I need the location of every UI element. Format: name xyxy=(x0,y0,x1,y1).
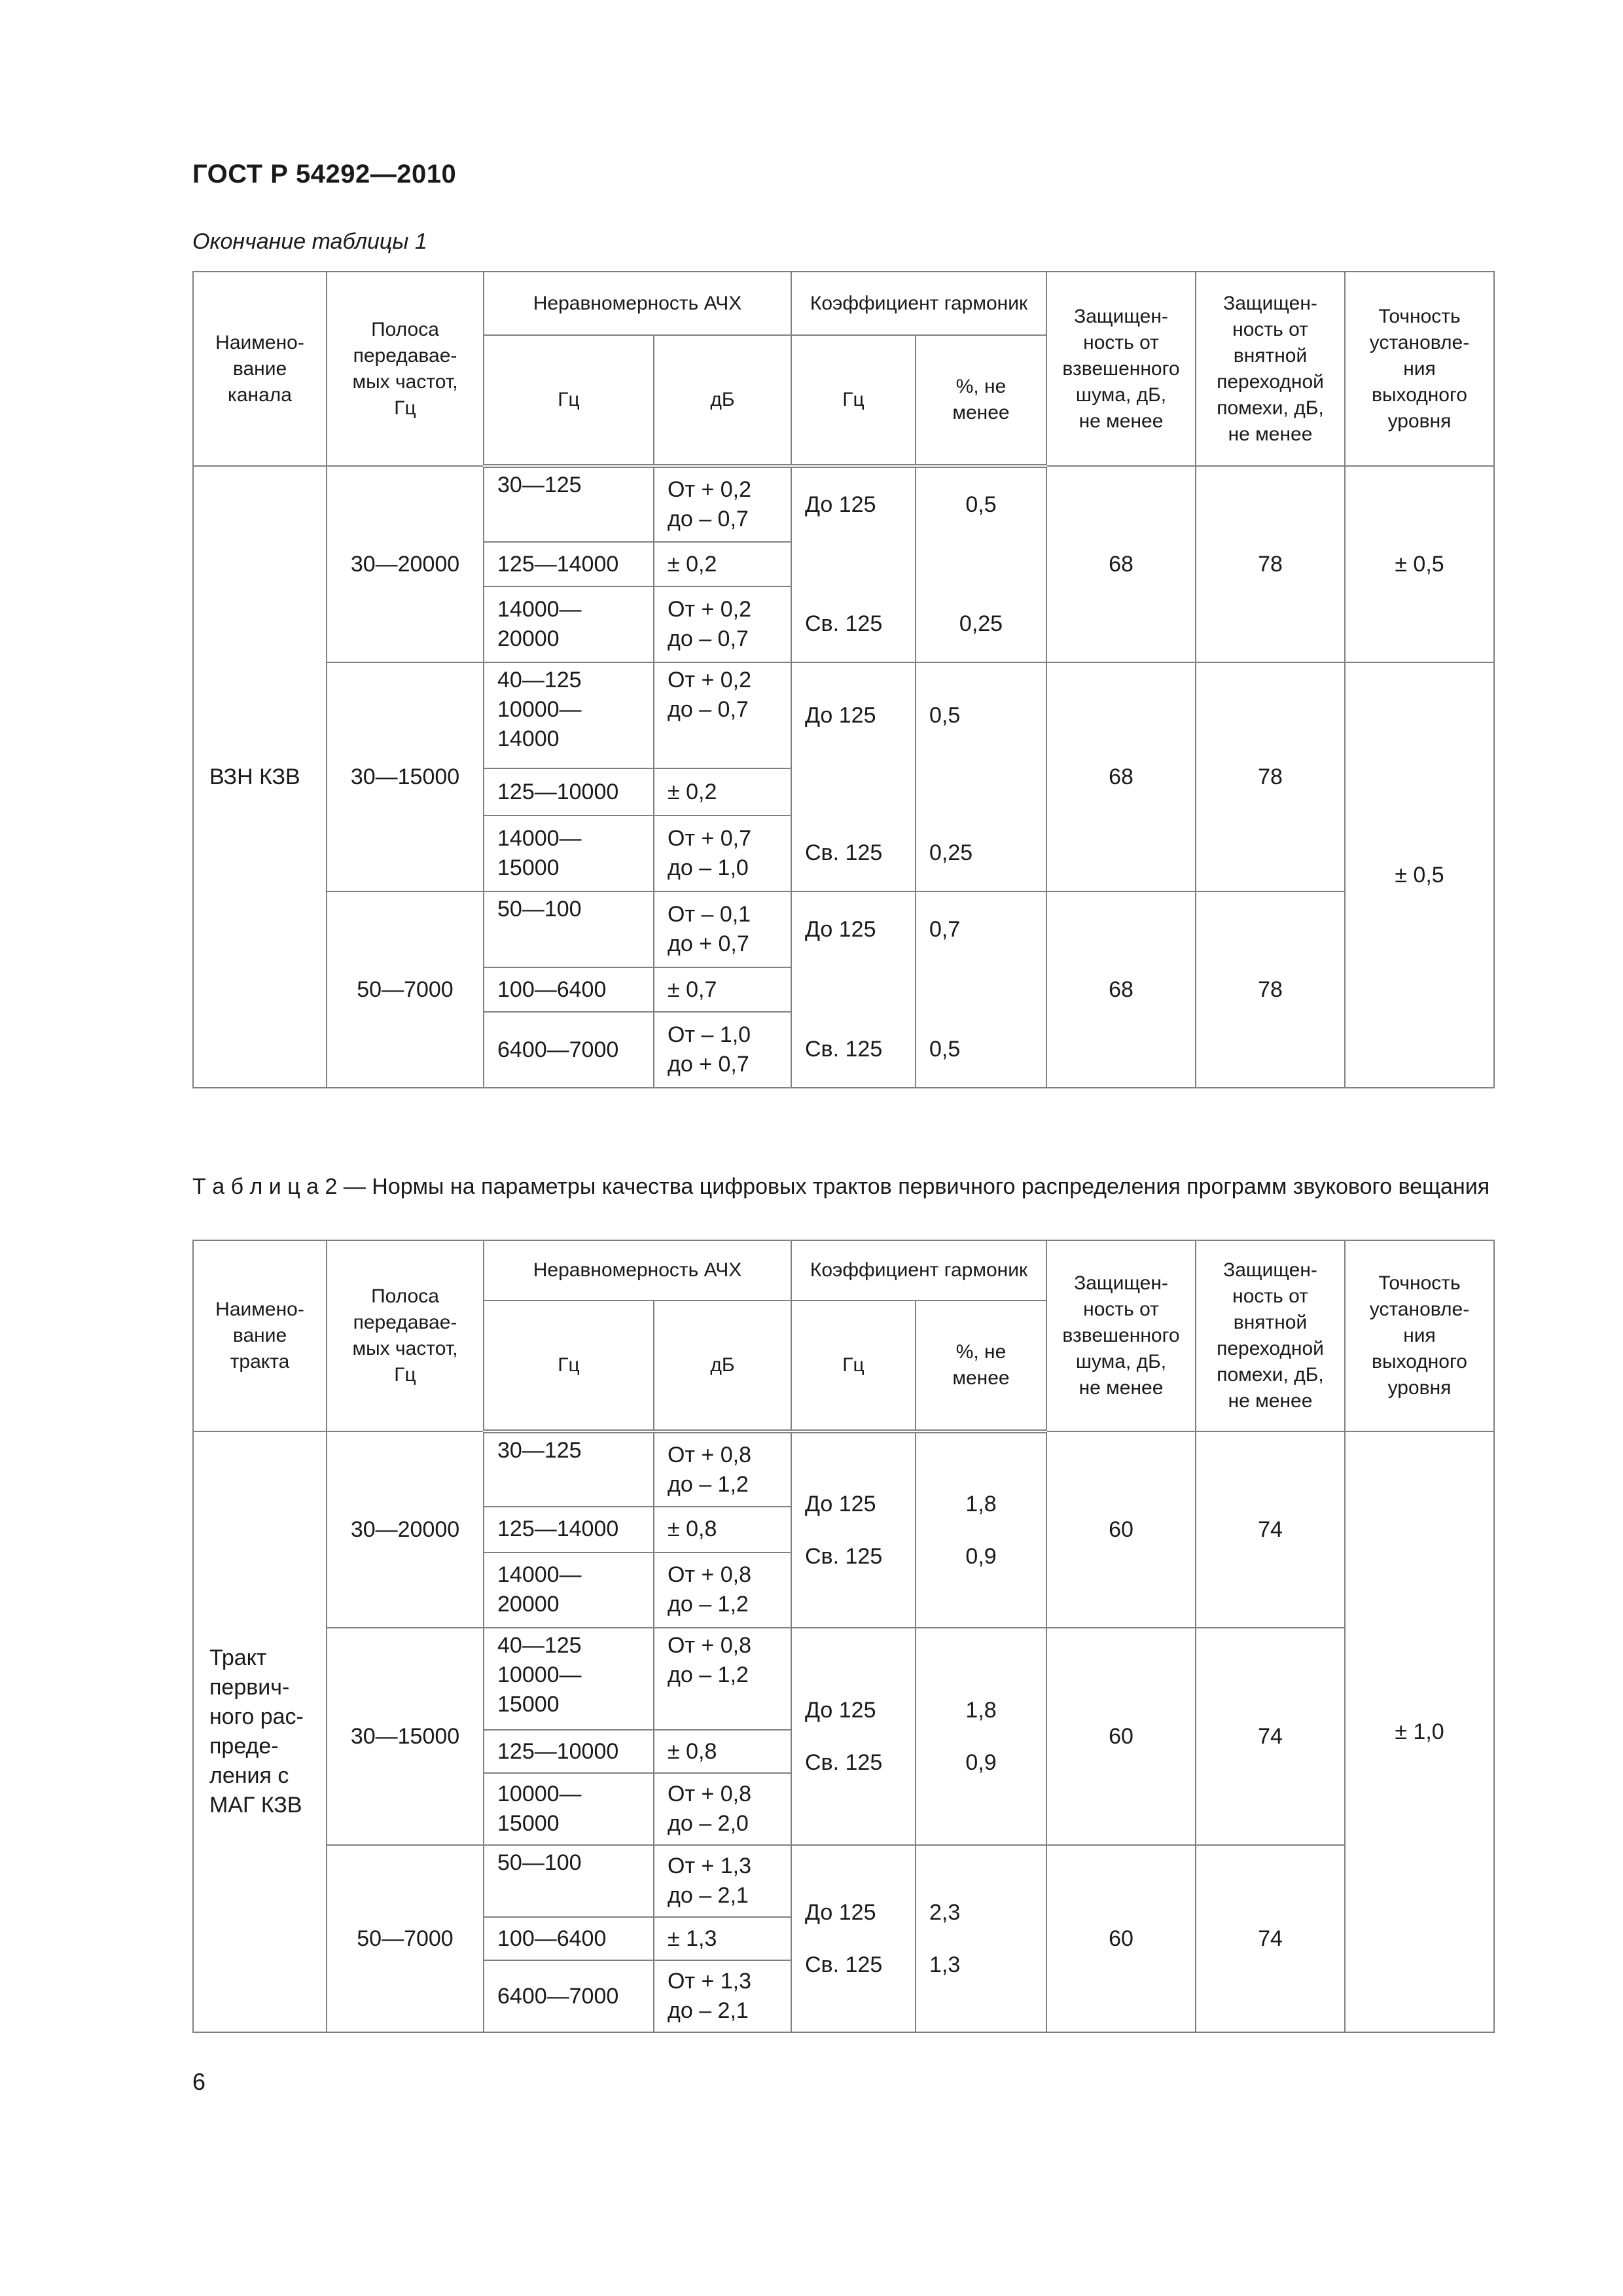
channel-name: Тракт первич- ного рас- преде- ления с МАГ КЗВ xyxy=(193,1431,327,2032)
harm-pct-cell: 0,25 xyxy=(916,816,1046,891)
ripple-hz-cell: 125—14000 xyxy=(484,1507,654,1552)
table2 xyxy=(192,1240,1495,2033)
harm-hz-value: До 125 xyxy=(805,1899,876,1925)
header-ripple: Неравномерность АЧХ xyxy=(484,1240,791,1300)
ripple-db-cell: От + 0,8 до – 1,2 xyxy=(654,1431,791,1507)
ripple-db-cell: От – 0,1 до + 0,7 xyxy=(654,891,791,967)
ripple-db-cell: ± 0,8 xyxy=(654,1730,791,1773)
document-id: ГОСТ Р 54292—2010 xyxy=(192,160,457,188)
header-ripple-db: дБ xyxy=(654,335,791,466)
page-number: 6 xyxy=(192,2068,206,2095)
harm-hz-cell: Св. 125 xyxy=(791,816,916,891)
ripple-db-cell: От + 0,2 до – 0,7 xyxy=(654,662,791,768)
header-harm-pct: %, не менее xyxy=(916,1300,1046,1431)
harm-hz-cell: Св. 125 xyxy=(791,1012,916,1088)
accuracy-cell: ± 1,0 xyxy=(1345,1431,1494,2032)
noise-cell: 68 xyxy=(1046,466,1196,662)
header-crosstalk: Защищен- ность от внятной переходной помехи, дБ, не менее xyxy=(1196,272,1345,466)
table2-caption: Т а б л и ц а 2 — Нормы на параметры качества цифровых трактов первичного распределения программ звукового вещания xyxy=(192,1174,1490,1199)
header-band: Полоса передавае- мых частот, Гц xyxy=(327,272,484,466)
header-band: Полоса передавае- мых частот, Гц xyxy=(327,1240,484,1431)
ripple-hz-cell: 14000— 20000 xyxy=(484,586,654,662)
harm-hz-cell xyxy=(791,1431,916,1628)
crosstalk-cell: 74 xyxy=(1196,1845,1345,2032)
header-noise: Защищен- ность от взвешенного шума, дБ, не менее xyxy=(1046,1240,1196,1431)
ripple-db-cell: ± 0,8 xyxy=(654,1507,791,1552)
band-cell: 30—20000 xyxy=(327,466,484,662)
harm-pct-value: 1,8 xyxy=(965,1697,997,1723)
channel-name: ВЗН КЗВ xyxy=(193,466,327,1088)
header-accuracy: Точность установле- ния выходного уровня xyxy=(1345,1240,1494,1431)
ripple-db-cell: От + 1,3 до – 2,1 xyxy=(654,1845,791,1917)
noise-cell: 68 xyxy=(1046,662,1196,891)
harm-pct-value: 1,8 xyxy=(965,1491,997,1516)
harm-hz-cell: До 125 xyxy=(791,891,916,967)
header-ripple: Неравномерность АЧХ xyxy=(484,272,791,335)
harm-pct-value: 1,3 xyxy=(929,1952,961,1977)
header-crosstalk: Защищен- ность от внятной переходной помехи, дБ, не менее xyxy=(1196,1240,1345,1431)
harm-pct-cell: 0,5 xyxy=(916,1012,1046,1088)
band-cell: 30—15000 xyxy=(327,1628,484,1845)
harm-pct-cell xyxy=(916,1628,1046,1845)
ripple-db-cell: От + 0,2 до – 0,7 xyxy=(654,586,791,662)
ripple-hz-cell: 10000— 15000 xyxy=(484,1773,654,1845)
harm-pct-value: 0,9 xyxy=(965,1749,997,1775)
harm-pct-value: 2,3 xyxy=(929,1899,961,1925)
harm-hz-value: Св. 125 xyxy=(805,1952,883,1977)
header-harm-pct: %, не менее xyxy=(916,335,1046,466)
ripple-hz-cell: 125—14000 xyxy=(484,542,654,586)
harm-hz-value: До 125 xyxy=(805,1491,876,1516)
ripple-hz-cell: 40—125 10000— 14000 xyxy=(484,662,654,768)
header-noise: Защищен- ность от взвешенного шума, дБ, не менее xyxy=(1046,272,1196,466)
band-cell: 50—7000 xyxy=(327,1845,484,2032)
ripple-hz-cell: 14000— 15000 xyxy=(484,816,654,891)
band-cell: 50—7000 xyxy=(327,891,484,1088)
header-harm-hz: Гц xyxy=(791,335,916,466)
ripple-db-cell: От + 1,3 до – 2,1 xyxy=(654,1960,791,2032)
noise-cell: 60 xyxy=(1046,1845,1196,2032)
harm-hz-cell: До 125 xyxy=(791,466,916,542)
crosstalk-cell: 74 xyxy=(1196,1431,1345,1628)
band-cell: 30—15000 xyxy=(327,662,484,891)
header-ripple-db: дБ xyxy=(654,1300,791,1431)
ripple-hz-cell: 14000— 20000 xyxy=(484,1552,654,1628)
ripple-db-cell: От + 0,7 до – 1,0 xyxy=(654,816,791,891)
ripple-hz-cell: 40—125 10000— 15000 xyxy=(484,1628,654,1730)
accuracy-cell: ± 0,5 xyxy=(1345,466,1494,662)
crosstalk-cell: 78 xyxy=(1196,466,1345,662)
harm-pct-cell: 0,7 xyxy=(916,891,1046,967)
header-harm-hz: Гц xyxy=(791,1300,916,1431)
noise-cell: 60 xyxy=(1046,1431,1196,1628)
ripple-hz-cell: 30—125 xyxy=(484,1431,654,1507)
harm-pct-value: 0,9 xyxy=(965,1543,997,1569)
header-accuracy: Точность установле- ния выходного уровня xyxy=(1345,272,1494,466)
header-harmonic: Коэффициент гармоник xyxy=(791,1240,1046,1300)
band-cell: 30—20000 xyxy=(327,1431,484,1628)
harm-pct-cell: 0,5 xyxy=(916,662,1046,768)
harm-hz-value: До 125 xyxy=(805,1697,876,1723)
table1-continuation-label: Окончание таблицы 1 xyxy=(192,229,427,254)
ripple-db-cell: От + 0,2 до – 0,7 xyxy=(654,466,791,542)
harm-hz-spacer xyxy=(791,967,916,1012)
harm-pct-cell xyxy=(916,1431,1046,1628)
ripple-hz-cell: 125—10000 xyxy=(484,1730,654,1773)
table1 xyxy=(192,271,1495,1088)
ripple-hz-cell: 100—6400 xyxy=(484,967,654,1012)
header-harmonic: Коэффициент гармоник xyxy=(791,272,1046,335)
ripple-db-cell: От – 1,0 до + 0,7 xyxy=(654,1012,791,1088)
harm-hz-spacer xyxy=(791,542,916,586)
harm-pct-spacer xyxy=(916,768,1046,816)
ripple-hz-cell: 50—100 xyxy=(484,891,654,967)
ripple-hz-cell: 125—10000 xyxy=(484,768,654,816)
ripple-db-cell: ± 0,2 xyxy=(654,542,791,586)
harm-pct-spacer xyxy=(916,542,1046,586)
ripple-db-cell: ± 0,7 xyxy=(654,967,791,1012)
ripple-db-cell: ± 0,2 xyxy=(654,768,791,816)
header-ripple-hz: Гц xyxy=(484,335,654,466)
ripple-hz-cell: 50—100 xyxy=(484,1845,654,1917)
noise-cell: 60 xyxy=(1046,1628,1196,1845)
ripple-db-cell: От + 0,8 до – 2,0 xyxy=(654,1773,791,1845)
harm-hz-cell: До 125 xyxy=(791,662,916,768)
ripple-hz-cell: 30—125 xyxy=(484,466,654,542)
harm-hz-cell: Св. 125 xyxy=(791,586,916,662)
harm-hz-value: Св. 125 xyxy=(805,1749,883,1775)
harm-pct-cell xyxy=(916,1845,1046,2032)
harm-hz-cell xyxy=(791,1845,916,2032)
ripple-hz-cell: 6400—7000 xyxy=(484,1960,654,2032)
noise-cell: 68 xyxy=(1046,891,1196,1088)
ripple-hz-cell: 6400—7000 xyxy=(484,1012,654,1088)
accuracy-cell: ± 0,5 xyxy=(1345,662,1494,1088)
harm-pct-cell: 0,25 xyxy=(916,586,1046,662)
ripple-db-cell: От + 0,8 до – 1,2 xyxy=(654,1552,791,1628)
header-ripple-hz: Гц xyxy=(484,1300,654,1431)
harm-hz-cell xyxy=(791,1628,916,1845)
harm-pct-cell: 0,5 xyxy=(916,466,1046,542)
crosstalk-cell: 78 xyxy=(1196,891,1345,1088)
ripple-db-cell: ± 1,3 xyxy=(654,1917,791,1960)
ripple-db-cell: От + 0,8 до – 1,2 xyxy=(654,1628,791,1730)
harm-pct-spacer xyxy=(916,967,1046,1012)
harm-hz-value: Св. 125 xyxy=(805,1543,883,1569)
harm-hz-spacer xyxy=(791,768,916,816)
ripple-hz-cell: 100—6400 xyxy=(484,1917,654,1960)
crosstalk-cell: 74 xyxy=(1196,1628,1345,1845)
crosstalk-cell: 78 xyxy=(1196,662,1345,891)
header-channel-name: Наимено- вание тракта xyxy=(193,1240,327,1431)
header-channel-name: Наимено- вание канала xyxy=(193,272,327,466)
